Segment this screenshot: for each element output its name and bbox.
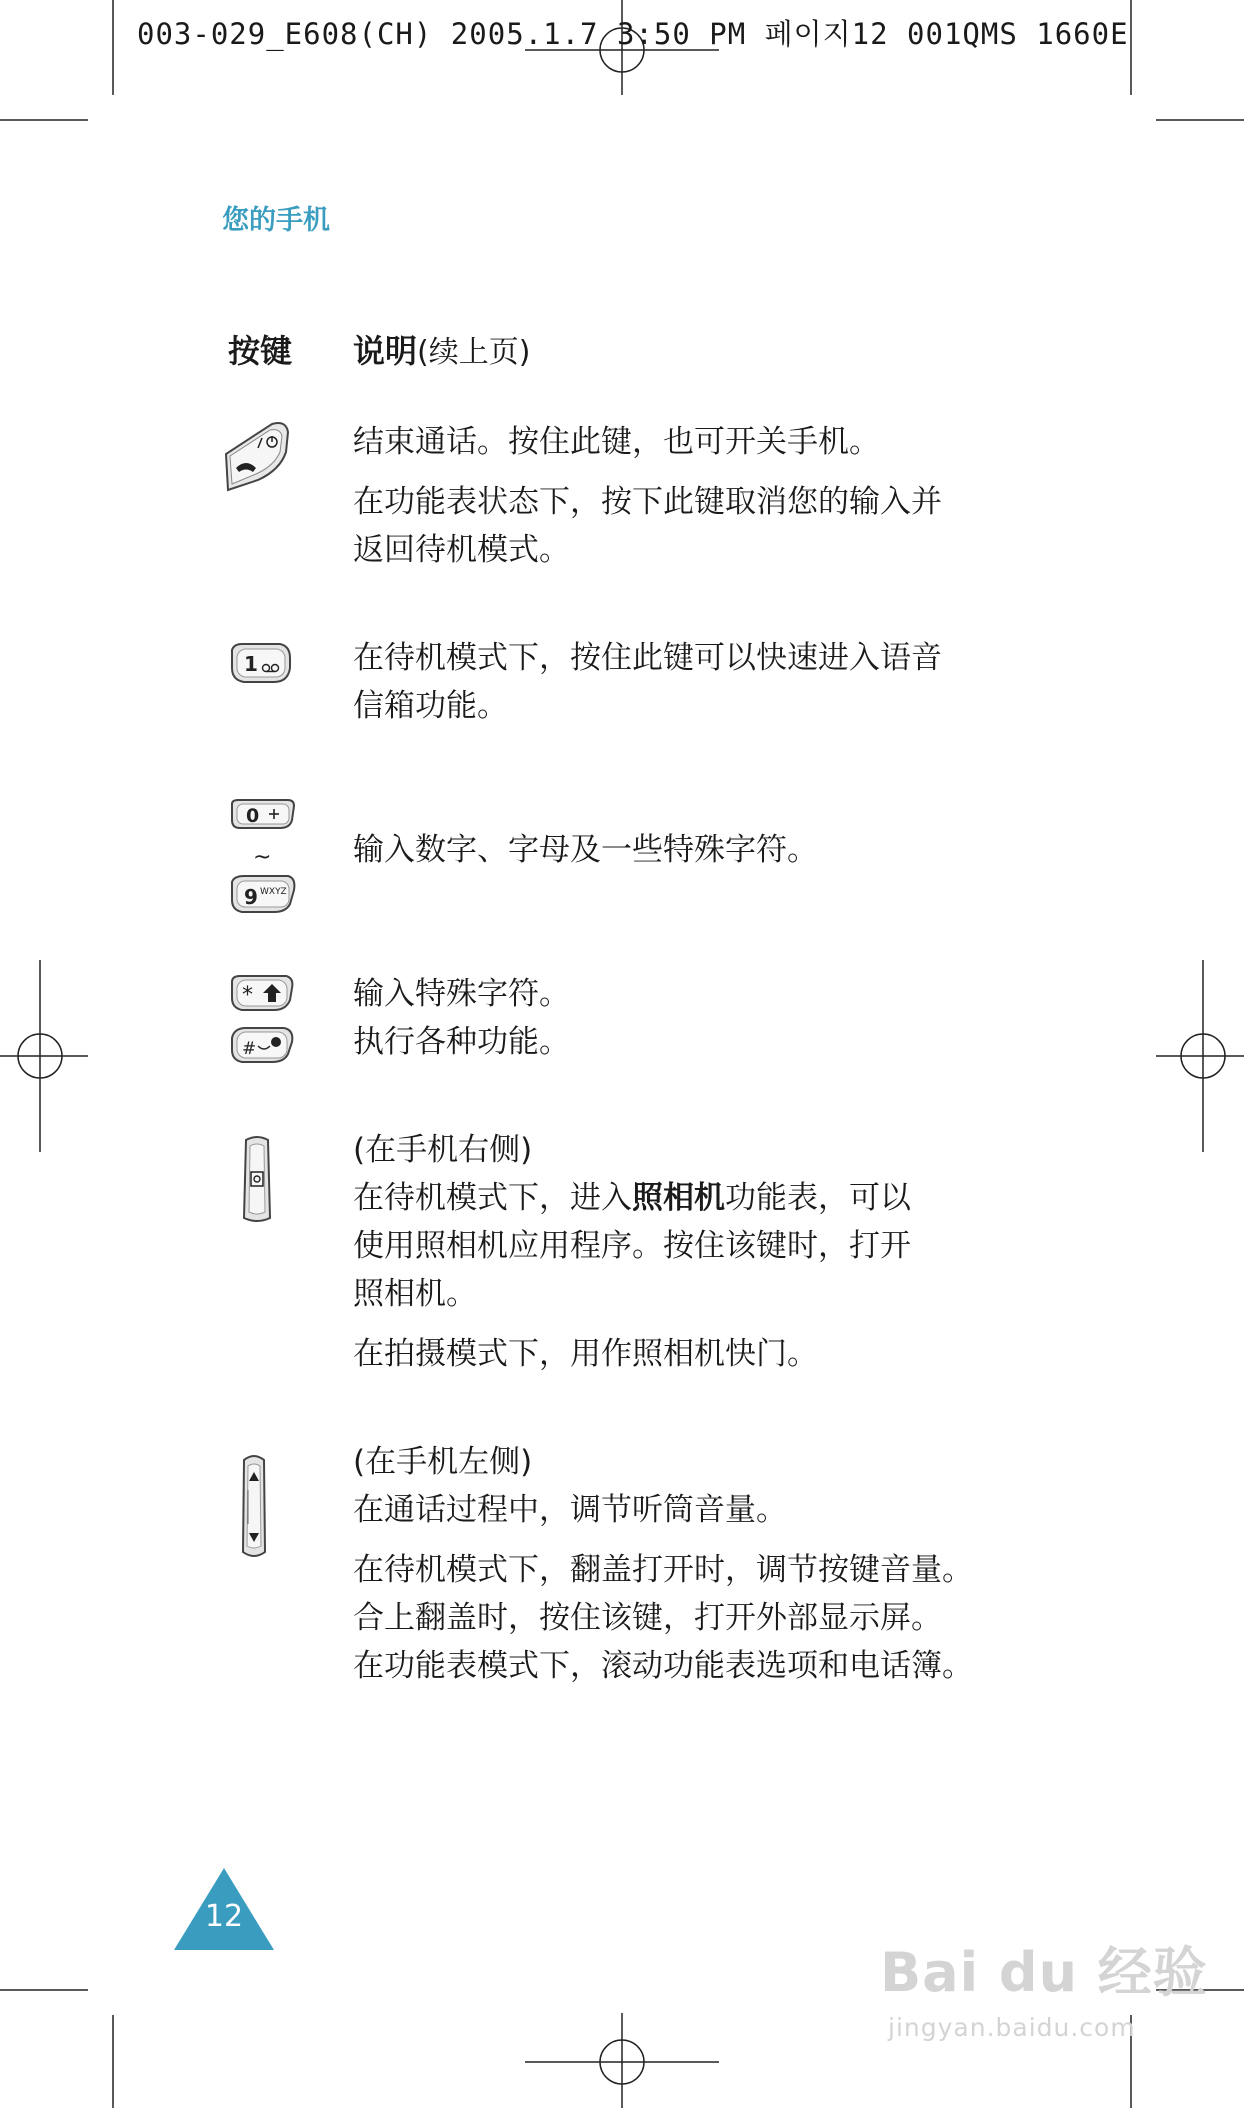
key-0-label: 0: [246, 805, 260, 827]
side-note: [353, 1126, 911, 1174]
column-header-key: 按键: [228, 332, 293, 370]
paragraph: 输入特殊字符。 执行各种功能。: [353, 976, 570, 1060]
star-hash-keys-icon: [228, 974, 298, 1066]
row-number-keys-description: [353, 826, 818, 874]
key-9-letters: WXYZ: [260, 887, 287, 897]
paragraph: 使用照相机应用程序。按住该键时，打开 照相机。: [353, 1228, 911, 1312]
volume-side-key-icon: [238, 1452, 270, 1562]
svg-text:#: #: [242, 1039, 257, 1059]
description-label: 说明: [353, 332, 418, 370]
end-call-power-key-icon: [222, 418, 294, 496]
row-volume-key-description: [353, 1438, 973, 1690]
row-key-1-description: [353, 634, 942, 730]
side-note: (在手机左侧): [353, 1444, 533, 1480]
range-tilde: ~: [253, 845, 272, 870]
continued-note: (续上页): [417, 335, 531, 370]
side-note-text: (在手机右侧): [353, 1132, 533, 1168]
print-header: 003-029_E608(CH) 2005.1.7 3:50 PM 페이지12 001QMS 1660E: [137, 17, 1129, 51]
number-keys-0-9-icon: [228, 798, 298, 918]
row-end-key-description: [353, 418, 942, 574]
paragraph: 结束通话。按住此键，也可开关手机。: [353, 424, 880, 460]
svg-text:*: *: [242, 983, 253, 1008]
paragraph: 输入数字、字母及一些特殊字符。: [353, 832, 818, 868]
camera-side-key-icon: [238, 1134, 276, 1226]
camera-menu-keyword: 照相机: [632, 1180, 725, 1216]
paragraph: 在通话过程中，调节听筒音量。: [353, 1492, 787, 1528]
watermark-logo: Bai du 经验: [880, 1941, 1208, 2004]
voicemail-1-key-icon: [228, 640, 294, 688]
column-header-description: [353, 326, 530, 372]
paragraph: 在待机模式下，按住此键可以快速进入语音 信箱功能。: [353, 640, 942, 724]
row-camera-key-description: [353, 1126, 911, 1378]
page-number: 12: [204, 1899, 244, 1934]
row-star-hash-description: [353, 970, 570, 1066]
paragraph: 在功能表状态下，按下此键取消您的输入并 返回待机模式。: [353, 484, 942, 568]
section-title: 您的手机: [222, 205, 330, 236]
paragraph: 在拍摄模式下，用作照相机快门。: [353, 1336, 818, 1372]
paragraph: 在待机模式下，翻盖打开时，调节按键音量。 合上翻盖时，按住该键，打开外部显示屏。 在功能表模式下，滚动功能表选项和电话簿。: [353, 1552, 973, 1684]
line-post: 功能表，可以: [725, 1180, 911, 1216]
key-9-label: 9: [244, 885, 258, 909]
key-1-label: 1: [244, 652, 258, 676]
watermark-url: jingyan.baidu.com: [888, 2013, 1136, 2042]
line-pre: 在待机模式下，进入: [353, 1180, 632, 1216]
paragraph: [353, 1174, 911, 1222]
